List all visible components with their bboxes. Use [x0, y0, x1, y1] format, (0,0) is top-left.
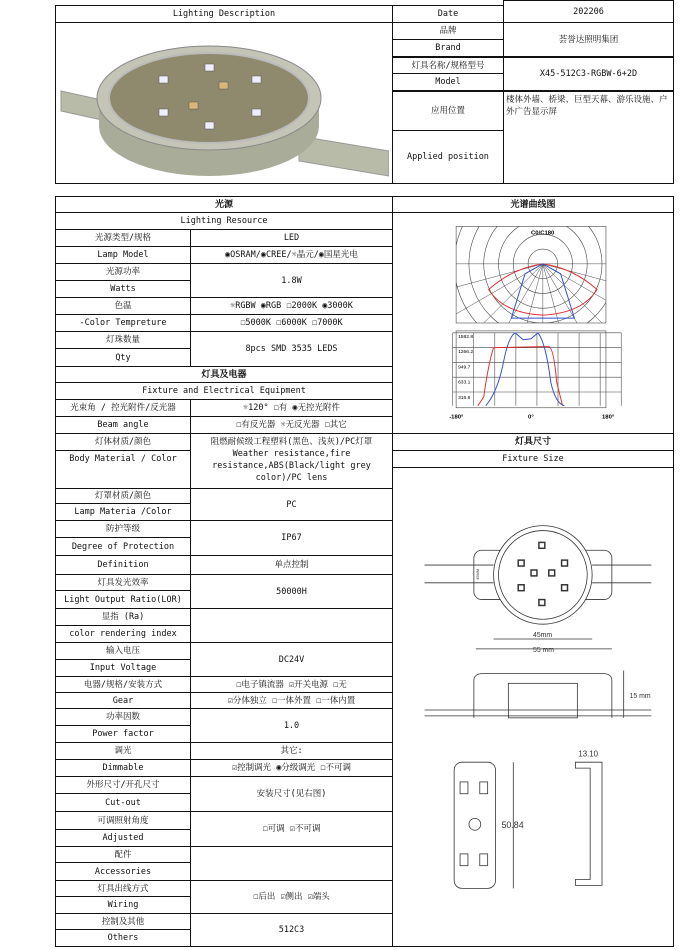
spec-value-text: 阻燃耐候级工程塑料(黑色、浅灰)/PC灯罩 Weather resistance,fire resistance,ABS(Black/light grey color)/PC lens	[210, 437, 373, 483]
dim-15mm: 15 mm	[629, 693, 651, 701]
spec-value-text: ☑分体独立 ☐一体外置 ☐一体内置	[227, 695, 356, 706]
spec-label-text: color rendering index	[69, 629, 177, 639]
section-fixture-size	[392, 433, 674, 451]
y-tick-label: 1582.8	[458, 334, 474, 340]
spec-label-text: 色温	[114, 301, 132, 311]
spec-label	[55, 246, 191, 264]
spec-label	[55, 913, 191, 930]
spec-label	[55, 608, 191, 626]
spec-label	[55, 642, 191, 660]
spec-label-text: 调光	[114, 746, 132, 756]
spec-label	[55, 331, 191, 349]
spec-label	[55, 829, 191, 847]
dim-55mm: 55 mm	[533, 646, 555, 654]
spec-label	[55, 503, 191, 521]
spec-label-text: 光束角 / 控光附件/反光器	[70, 403, 176, 413]
spec-label-text: Beam angle	[97, 420, 149, 430]
header-label-application-en-text: Applied position	[407, 152, 489, 162]
section-spectrum	[392, 196, 674, 213]
section-light-source-en	[55, 212, 393, 230]
spec-label	[55, 692, 191, 709]
spec-label	[55, 297, 191, 315]
x-tick-label: 180°	[602, 414, 615, 421]
spec-label-text: 配件	[114, 849, 132, 860]
spec-value-text: 安装尺寸(见右图)	[256, 789, 327, 799]
section-fixture-text: 灯具及电器	[201, 369, 247, 380]
spec-value-text: ☐有反光器 ☼无反光器 ☐其它	[236, 420, 347, 430]
header-value-model-value-text: X45-512C3-RGBW-6+2D	[539, 69, 638, 79]
spec-value	[190, 880, 393, 914]
spec-label-text: -Color Tempreture	[79, 318, 167, 328]
spec-value-text: 其它:	[280, 746, 303, 756]
spec-label	[55, 896, 191, 914]
spectrum-chart	[392, 212, 674, 434]
spec-label	[55, 348, 191, 367]
spec-value	[190, 811, 393, 847]
spec-label-text: 可调照射角度	[97, 815, 149, 826]
spec-label-text: 灯具出线方式	[97, 883, 149, 894]
section-fixture-size-text: 灯具尺寸	[514, 437, 551, 447]
header-label-date-label-text: Date	[437, 9, 459, 19]
header-value-brand-value-text: 荟誉达照明集团	[558, 34, 619, 45]
spec-label-text: 光源功率	[105, 267, 140, 277]
section-light-source-text: 光源	[214, 199, 233, 210]
section-fixture	[55, 366, 393, 383]
spec-label-text: Input Voltage	[89, 663, 157, 673]
spec-label-text: 显指 (Ra)	[101, 612, 145, 622]
section-spectrum-text: 光谱曲线图	[510, 199, 556, 210]
spec-label	[55, 590, 191, 609]
spec-label-text: Definition	[97, 560, 149, 570]
header-value-application-value-text: 楼体外墙、桥梁、巨型天幕、游乐设施、户外广告显示屏	[506, 95, 668, 117]
spec-label	[55, 263, 191, 281]
section-light-source	[55, 196, 393, 213]
y-tick-label: 316.6	[458, 395, 471, 401]
spec-value	[190, 608, 393, 643]
spec-value	[190, 913, 393, 947]
section-fixture-en-text: Fixture and Electrical Equipment	[142, 386, 306, 396]
spec-label	[55, 725, 191, 743]
y-tick-label: 633.1	[458, 380, 471, 386]
spec-value-text: 50000H	[276, 586, 307, 597]
spec-label-text: 输入电压	[105, 646, 140, 656]
spec-label	[55, 450, 191, 489]
header-label-model-en-text: Model	[435, 77, 461, 87]
spec-value	[190, 574, 393, 609]
spec-label	[55, 625, 191, 643]
spec-value	[190, 331, 393, 367]
product-image	[55, 22, 393, 184]
spec-value	[190, 416, 393, 434]
header-label-brand-en	[392, 39, 504, 57]
spec-value	[190, 846, 393, 881]
side-marking: 45MM	[474, 568, 480, 580]
spec-label-text: Degree of Protection	[71, 541, 175, 552]
spec-value-text: 8pcs SMD 3535 LEDS	[245, 344, 338, 354]
spec-label	[55, 659, 191, 677]
spec-value-text: ☐可调 ☑不可调	[262, 824, 321, 834]
spec-value	[190, 776, 393, 812]
spec-label-text: 灯罩材质/颜色	[94, 491, 152, 501]
spec-value	[190, 488, 393, 521]
spec-value-text: ☑控制调光 ◉分级调光 ☐不可调	[231, 763, 352, 773]
spec-label-text: Body Material / Color	[69, 454, 177, 464]
spec-label-text: 灯珠数量	[105, 335, 140, 345]
header-label-application-en	[392, 130, 504, 184]
spec-label-text: 电器/规格/安装方式	[83, 679, 163, 690]
x-tick-label: 0°	[528, 414, 534, 421]
header-label-application-zh-text: 应用位置	[430, 106, 465, 116]
spec-label	[55, 676, 191, 693]
spectrum-plot	[395, 213, 671, 433]
spec-value-text: ☼120° ☐有 ◉无控光附件	[242, 403, 341, 413]
header-value-model-value	[503, 57, 674, 91]
header-label-application-zh	[392, 91, 504, 131]
spec-value	[190, 692, 393, 709]
section-fixture-size-en-text: Fixture Size	[502, 454, 564, 464]
spec-value-text: 1.0	[283, 720, 300, 731]
lighting-description-heading	[55, 5, 393, 23]
spec-label-text: 功率因数	[105, 712, 140, 722]
header-label-brand-zh	[392, 22, 504, 40]
spec-label-text: 灯具发光效率	[97, 577, 149, 588]
x-tick-label: -180°	[449, 414, 464, 421]
spec-label	[55, 555, 191, 575]
spec-label-text: Wiring	[107, 900, 139, 910]
spec-label-text: Dimmable	[102, 763, 144, 773]
spec-label-text: 防护等级	[105, 524, 140, 534]
spec-value	[190, 399, 393, 417]
header-value-application-value	[503, 91, 674, 184]
header-value-brand-value	[503, 22, 674, 57]
spec-label-text: Gear	[112, 695, 134, 706]
header-value-date-value	[503, 0, 674, 23]
polar-title: C0/C180	[531, 230, 555, 237]
spec-label	[55, 280, 191, 298]
header-label-model-zh-text: 灯具名称/规格型号	[411, 60, 485, 71]
spec-value	[190, 555, 393, 575]
section-light-source-en-text: Lighting Resource	[180, 216, 268, 226]
header-label-brand-en-text: Brand	[435, 43, 461, 53]
spec-value	[190, 314, 393, 332]
spec-label-text: Light Output Ratio(LOR)	[64, 594, 182, 605]
spec-label	[55, 708, 191, 726]
spec-label-text: Power factor	[92, 729, 154, 739]
y-tick-label: 1266.2	[458, 350, 474, 356]
spec-value-text: IP67	[281, 533, 302, 543]
spec-label-text: 控制及其他	[101, 916, 145, 927]
spec-label	[55, 433, 191, 451]
header-label-date-label	[392, 5, 504, 23]
spec-label-text: 灯体材质/颜色	[94, 437, 152, 447]
spec-value-text: LED	[283, 233, 300, 243]
spec-value-text: ☼RGBW ◉RGB ☐2000K ◉3000K	[230, 301, 353, 311]
spec-label	[55, 759, 191, 777]
spec-label-text: Accessories	[94, 866, 152, 877]
spec-value	[190, 642, 393, 677]
spec-value-text: DC24V	[278, 654, 305, 665]
spec-label	[55, 880, 191, 897]
spec-label-text: Lamp Model	[97, 250, 149, 260]
spec-label	[55, 862, 191, 881]
section-fixture-en	[55, 382, 393, 400]
spec-label-text: Lamp Materia /Color	[74, 507, 172, 517]
spec-label	[55, 416, 191, 434]
spec-label	[55, 520, 191, 538]
spec-label	[55, 846, 191, 863]
spec-value-text: 1.8W	[281, 275, 302, 286]
dim-50-84: 50.84	[501, 820, 524, 831]
spec-label-text: Cut-out	[105, 797, 141, 808]
spec-value	[190, 759, 393, 777]
spec-value-text: ☐5000K ☐6000K ☐7000K	[240, 318, 343, 328]
spec-label	[55, 399, 191, 417]
spec-label	[55, 537, 191, 556]
spec-value	[190, 676, 393, 693]
spec-value-text: ☐电子镇流器 ☑开关电源 ☐无	[236, 679, 347, 690]
y-tick-label: 949.7	[458, 365, 471, 371]
spec-value-text: ◉OSRAM/◉CREE/☼晶元/◉国星光电	[225, 250, 358, 260]
spec-label	[55, 811, 191, 830]
spec-label-text: 光源类型/规格	[94, 233, 152, 243]
spec-value	[190, 263, 393, 298]
spec-value	[190, 742, 393, 760]
spec-label	[55, 488, 191, 504]
spec-label	[55, 776, 191, 794]
spec-value	[190, 708, 393, 743]
spec-value-text: 512C3	[278, 925, 305, 935]
spec-label-text: Adjusted	[102, 833, 144, 843]
spec-label-text: Others	[107, 933, 139, 943]
spec-value-text: 单点控制	[274, 560, 309, 570]
spec-value-text: ☐后出 ☑侧出 ☑端头	[253, 892, 330, 902]
spec-label	[55, 793, 191, 812]
section-fixture-size-en	[392, 450, 674, 468]
header-label-brand-zh-text: 品牌	[439, 26, 457, 36]
spec-value	[190, 297, 393, 315]
led-pixel-light-icon	[59, 26, 389, 181]
spec-value	[190, 433, 393, 489]
lighting-description-heading-text: Lighting Description	[172, 9, 276, 19]
spec-label	[55, 229, 191, 247]
spec-label	[55, 742, 191, 760]
header-label-model-zh	[392, 57, 504, 74]
spec-value	[190, 520, 393, 556]
dimension-drawing	[392, 467, 674, 947]
spec-value	[190, 229, 393, 247]
spec-value	[190, 246, 393, 264]
fixture-dimension-drawing	[395, 468, 671, 946]
dim-45mm: 45mm	[533, 632, 553, 640]
spec-label-text: 外形尺寸/开孔尺寸	[86, 780, 160, 790]
spec-label	[55, 314, 191, 332]
spec-label-text: Watts	[110, 284, 136, 294]
header-label-model-en	[392, 73, 504, 91]
spec-label	[55, 574, 191, 591]
spec-value-text: PC	[286, 499, 297, 510]
spec-label	[55, 929, 191, 947]
header-value-date-value-text: 202206	[573, 6, 604, 17]
spec-label-text: Qty	[115, 352, 131, 363]
dim-13-10: 13.10	[578, 749, 599, 759]
